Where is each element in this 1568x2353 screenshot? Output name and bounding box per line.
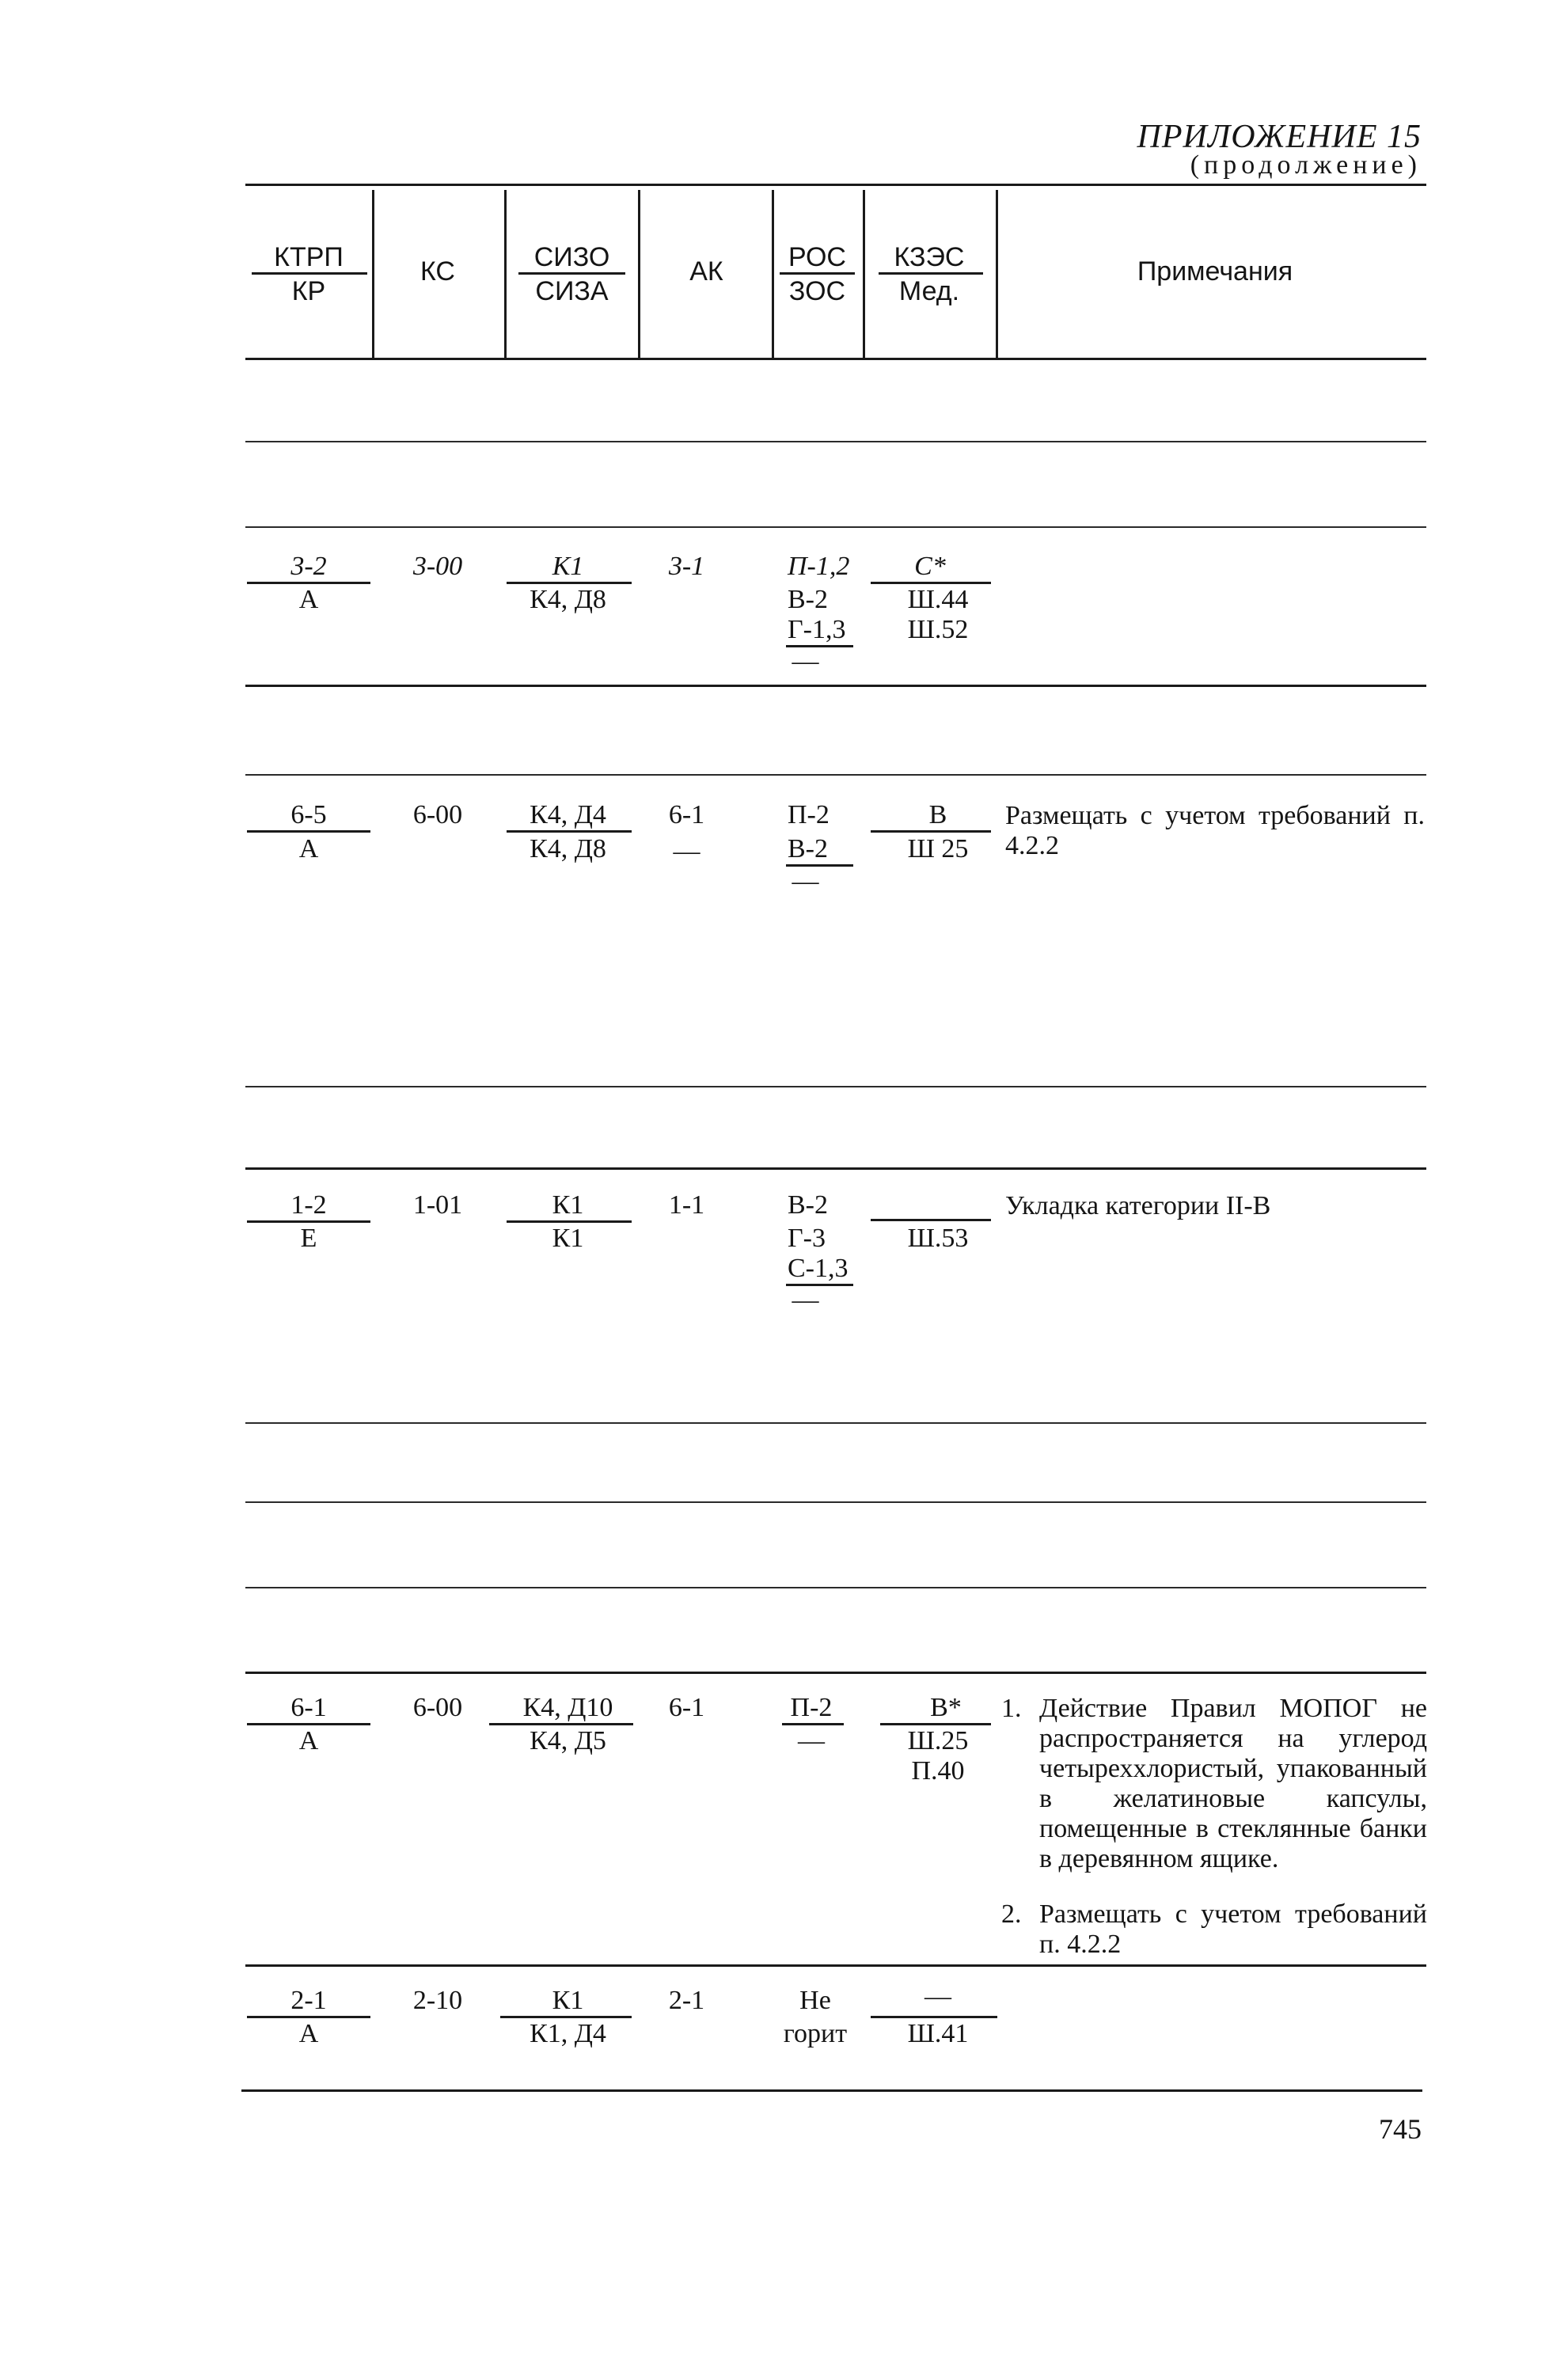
cell-ktrp-fraction [247,830,370,833]
row-separator [245,1501,1426,1503]
cell-kr: Е [300,1224,317,1253]
cell-ktrp-fraction [247,582,370,584]
cell-sizo-fraction [507,582,632,584]
appendix-title: ПРИЛОЖЕНИЕ 15 [1137,119,1422,155]
cell-siza: К4, Д8 [530,585,606,614]
row-separator [245,1672,1426,1674]
page-number: 745 [1379,2113,1422,2145]
note-number: 1. [1001,1694,1022,1723]
col-kzes-fraction [879,272,983,275]
row-separator [245,685,1426,687]
cell-ks: 1-01 [412,1190,463,1220]
header-divider [372,190,374,358]
cell-ktrp: 6-5 [290,800,327,829]
cell-kzes: В* [930,1693,962,1722]
cell-kzes-fraction [880,1723,991,1725]
cell-ak-dash: — [673,837,700,866]
cell-ktrp: 2-1 [290,1986,327,2015]
cell-kzes-fraction [871,830,991,833]
cell-sizo: К1 [552,1986,584,2015]
cell-sizo: К4, Д10 [522,1693,613,1722]
cell-ros-line: С-1,3 [788,1254,849,1283]
table-bottom-rule [241,2089,1422,2092]
cell-med-line: Ш.52 [907,615,969,644]
cell-ak: 1-1 [668,1190,705,1220]
cell-sizo-fraction [489,1723,633,1725]
cell-kzes-fraction [871,582,991,584]
cell-ros-line: Не [799,1986,831,2015]
cell-ros-line: В-2 [788,834,828,863]
cell-ros-line: Г-1,3 [788,615,846,644]
col-ktrp-fraction [252,272,367,275]
cell-sizo: К4, Д4 [530,800,606,829]
cell-ros-line: — [798,1726,825,1755]
header-divider [996,190,998,358]
cell-siza: К4, Д5 [530,1726,606,1755]
row-separator [245,1086,1426,1087]
cell-sizo-fraction [500,2016,632,2018]
cell-med-line: Ш.53 [907,1224,969,1253]
cell-ks: 3-00 [412,552,463,581]
note-text: Размещать с учетом требований п. 4.2.2 [1039,1899,1427,1959]
cell-ktrp: 6-1 [290,1693,327,1722]
cell-ak: 3-1 [668,552,705,581]
header-divider [863,190,865,358]
col-ak: АК [689,256,723,287]
cell-ks: 6-00 [412,1693,463,1722]
cell-ros-line: П-1,2 [788,552,850,581]
cell-ktrp-fraction [247,1723,370,1725]
row-separator [245,526,1426,528]
cell-ros-dash: — [792,867,819,896]
cell-kzes: В [928,800,947,829]
cell-med-line: Ш 25 [907,834,969,863]
cell-ros-line: горит [783,2019,848,2048]
cell-siza: К1, Д4 [530,2019,606,2048]
cell-sizo: К1 [552,1190,584,1220]
cell-notes: Размещать с учетом требований п. 4.2.2 [1005,801,1425,860]
cell-kzes: — [924,1982,951,2011]
cell-ros-line: В-2 [788,1190,828,1220]
col-sizo: СИЗО [533,242,610,272]
cell-sizo: К1 [552,552,584,581]
row-separator [245,441,1426,442]
cell-kr: А [298,834,319,863]
row-separator [245,774,1426,776]
col-ros: РОС [788,242,846,272]
col-med: Мед. [898,276,960,306]
note-number: 2. [1001,1899,1022,1929]
cell-siza: К4, Д8 [530,834,606,863]
cell-ks: 2-10 [412,1986,463,2015]
col-ros-fraction [780,272,855,275]
cell-notes: Укладка категории II-В [1005,1191,1271,1220]
cell-ktrp-fraction [247,2016,370,2018]
cell-sizo-fraction [507,1220,632,1223]
cell-sizo-fraction [507,830,632,833]
header-divider [772,190,774,358]
row-separator [245,1587,1426,1588]
col-ks: КС [420,256,455,287]
table-top-rule [245,184,1426,186]
cell-ak: 6-1 [668,1693,705,1722]
cell-siza: К1 [552,1224,584,1253]
cell-ktrp-fraction [247,1220,370,1223]
cell-kzes: С* [914,552,946,581]
col-kzes: КЗЭС [894,242,965,272]
cell-ros-line: П-2 [788,800,830,829]
cell-ktrp: 3-2 [290,552,327,581]
cell-ros-line: Г-3 [788,1224,826,1253]
cell-ros-line: В-2 [788,585,828,614]
row-separator [245,1167,1426,1170]
col-siza: СИЗА [535,276,609,306]
cell-ros-fraction [782,1723,844,1725]
cell-kr: А [298,585,319,614]
cell-kzes-fraction [871,1219,991,1221]
cell-med-line: Ш.41 [907,2019,969,2048]
table-header-rule [245,358,1426,360]
cell-ros-dash: — [792,1285,819,1315]
cell-kr: А [298,2019,319,2048]
cell-kr: А [298,1726,319,1755]
note-text: Действие Правил МОПОГ не распространяется на углерод четыреххлористый, упакованный в желатиновые капсулы, помещенные в стеклянные банки в деревянном ящике. [1039,1694,1427,1873]
cell-med-line: Ш.44 [907,585,969,614]
appendix-subtitle: (продолжение) [1190,150,1422,180]
col-sizo-fraction [518,272,625,275]
cell-ktrp: 1-2 [290,1190,327,1220]
cell-ks: 6-00 [412,800,463,829]
cell-med-line: Ш.25 [907,1726,969,1755]
header-divider [504,190,507,358]
cell-kzes-fraction [871,2016,997,2018]
row-separator [245,1422,1426,1424]
col-ktrp: КТРП [274,242,344,272]
cell-ak: 6-1 [668,800,705,829]
cell-ros-line: П-2 [790,1693,833,1722]
cell-ak: 2-1 [668,1986,705,2015]
cell-ros-dash: — [792,647,819,676]
col-notes: Примечания [1137,256,1293,287]
col-zos: ЗОС [788,276,846,306]
row-separator [245,1964,1426,1967]
header-divider [638,190,640,358]
cell-med-line: П.40 [911,1756,965,1786]
col-kr: КР [291,276,326,306]
